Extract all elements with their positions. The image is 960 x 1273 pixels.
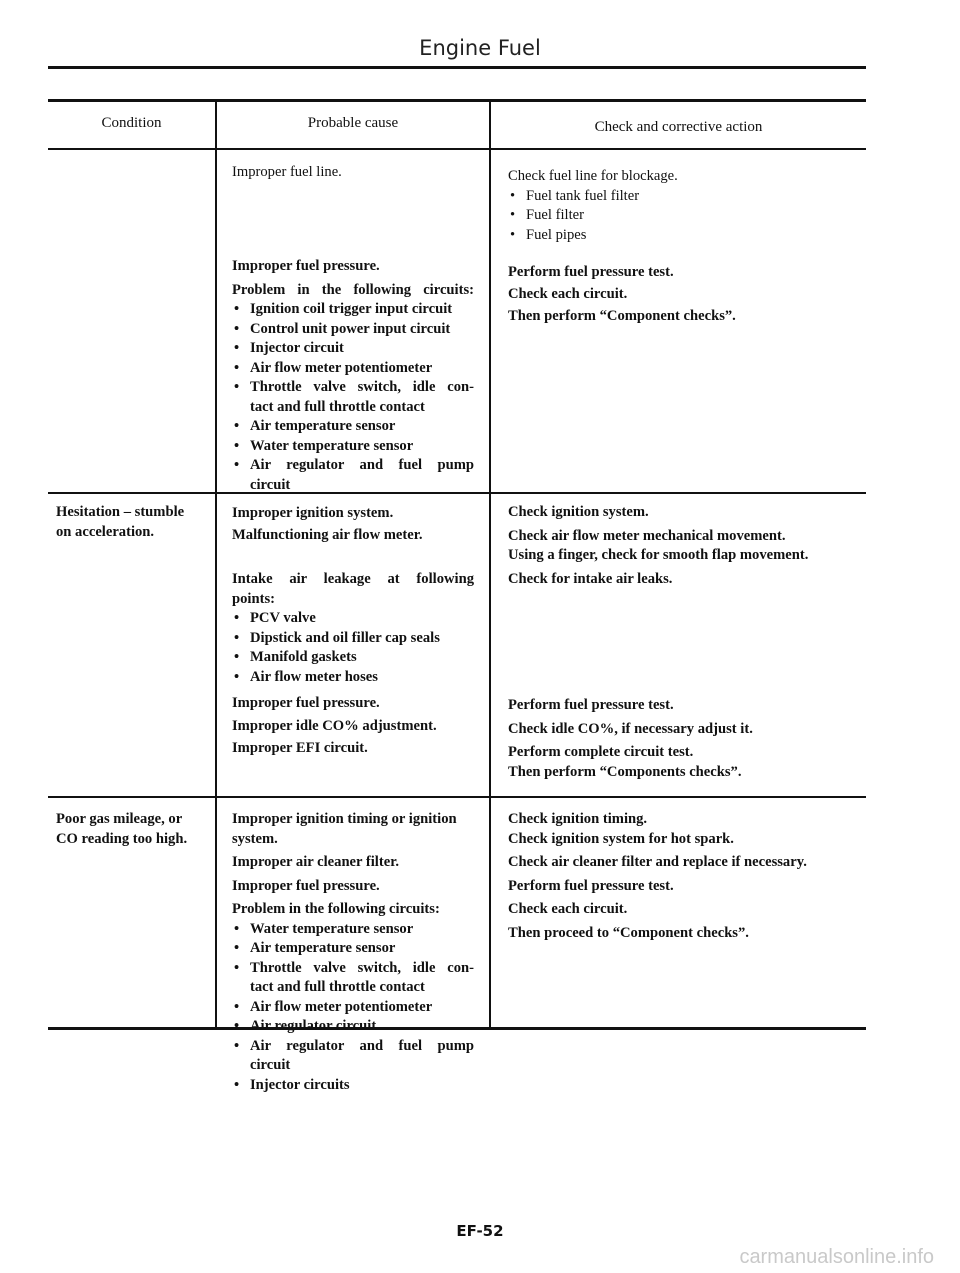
list-item: • Air regulator and fuel pump circuit: [232, 1037, 474, 1076]
list-item: • Air temperature sensor: [232, 939, 474, 959]
condition-hesitation: Hesitation – stumble on acceleration.: [56, 504, 185, 540]
column-divider-right: [489, 100, 491, 1030]
page-title: Engine Fuel: [419, 36, 541, 60]
action-ignition-afm: Check ignition system. Check air flow meter mechanical movement. Using a finger, check for smooth flap movement. Check for intake air leaks.: [508, 504, 809, 587]
column-header-action: Check and corrective action: [594, 119, 763, 135]
group3-rule: [48, 796, 866, 798]
list-item: • Throttle valve switch, idle con- tact and full throttle contact: [232, 378, 474, 417]
column-header-cause: Probable cause: [307, 115, 399, 131]
list-item: • Air flow meter potentiometer: [232, 359, 474, 379]
action-pressure-circuits: Perform fuel pressure test. Check each circuit. Then perform “Component checks”.: [508, 264, 736, 324]
header-rule: [48, 148, 866, 150]
list-item: • Control unit power input circuit: [232, 320, 474, 340]
list-item: • Air flow meter hoses: [232, 668, 474, 688]
column-header-condition: Condition: [101, 115, 162, 131]
cause-timing-filter-pressure: Improper ignition timing or ignition system. Improper air cleaner filter. Improper fuel pressure. Problem in the following circuits: • Water temperature sensor • Air temperature sensor • Throttle valve switch, idle con- tact and full throttle contact • Air flow meter potentiometer • Air regulator circuit • Air regulator and fuel pump circuit • Injector circuits: [232, 810, 474, 1095]
list-item: • Fuel filter: [508, 206, 838, 226]
cause-intake-leak: Intake air leakage at following points: • PCV valve • Dipstick and oil filler cap seals • Manifold gaskets • Air flow meter hoses: [232, 570, 474, 687]
list-item: • Water temperature sensor: [232, 437, 474, 457]
cause-ignition-afm: Improper ignition system. Malfunctioning air flow meter.: [232, 505, 423, 543]
action-fuel-line: Check fuel line for blockage. • Fuel tank fuel filter • Fuel filter • Fuel pipes: [508, 167, 838, 245]
title-rule: [48, 66, 866, 69]
list-item: • Ignition coil trigger input circuit: [232, 300, 474, 320]
list-item: • Fuel tank fuel filter: [508, 187, 838, 207]
list-item: • Air regulator circuit: [232, 1017, 474, 1037]
page-number: EF-52: [456, 1222, 504, 1240]
list-item: • Throttle valve switch, idle con- tact and full throttle contact: [232, 959, 474, 998]
action-pressure-co-circuit: Perform fuel pressure test. Check idle CO%, if necessary adjust it. Perform complete circuit test. Then perform “Components checks”.: [508, 697, 753, 780]
table-top-rule: [48, 99, 866, 102]
cause-fuel-line: Improper fuel line.: [232, 164, 342, 180]
cause-pressure-co-efi: Improper fuel pressure. Improper idle CO% adjustment. Improper EFI circuit.: [232, 695, 437, 756]
list-item: • Air regulator and fuel pump circuit: [232, 456, 474, 495]
list-item: • PCV valve: [232, 609, 474, 629]
watermark: carmanualsonline.info: [739, 1246, 934, 1268]
list-item: • Injector circuits: [232, 1076, 474, 1096]
condition-poor-mileage: Poor gas mileage, or CO reading too high.: [56, 811, 188, 847]
list-item: • Manifold gaskets: [232, 648, 474, 668]
list-item: • Fuel pipes: [508, 226, 838, 246]
cause-pressure-circuits: Improper fuel pressure. Problem in the following circuits: • Ignition coil trigger input circuit • Control unit power input circuit • Injector circuit • Air flow meter potentiometer • Throttle valve switch, idle con- tact and full throttle contact • Air temperature sensor • Water temperature sensor • Air regulator and fuel pump circuit: [232, 257, 474, 495]
action-timing-filter-circuit: Check ignition timing. Check ignition system for hot spark. Check air cleaner filter and replace if necessary. Perform fuel pressure test. Check each circuit. Then proceed to “Component checks”.: [508, 811, 807, 941]
list-item: • Air flow meter potentiometer: [232, 998, 474, 1018]
list-item: • Air temperature sensor: [232, 417, 474, 437]
column-divider-left: [215, 100, 217, 1030]
list-item: • Injector circuit: [232, 339, 474, 359]
list-item: • Water temperature sensor: [232, 920, 474, 940]
list-item: • Dipstick and oil filler cap seals: [232, 629, 474, 649]
